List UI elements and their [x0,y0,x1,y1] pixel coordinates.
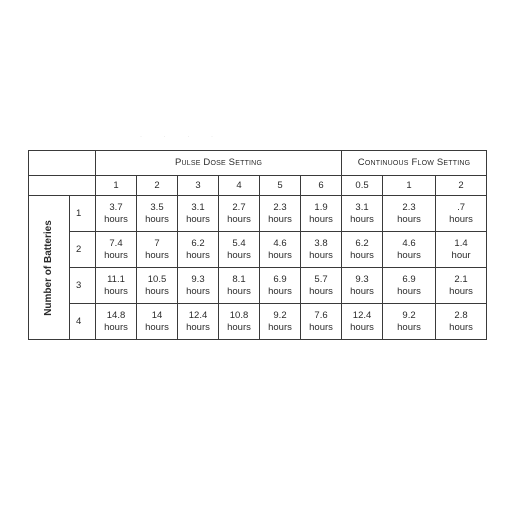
duration-value: 2.3 [402,202,416,214]
duration-unit: hours [104,321,128,333]
duration-unit: hours [350,285,374,297]
duration-value: 8.1 [232,274,246,286]
duration-value: 2.3 [273,202,287,214]
duration-cell [137,232,178,268]
duration-cell [137,196,178,232]
corner-cell [29,151,96,176]
duration-unit: hours [227,249,251,261]
duration-cell [436,232,487,268]
duration-unit: hours [186,321,210,333]
duration-unit: hours [186,285,210,297]
duration-cell [301,196,342,232]
table-row [29,232,487,268]
duration-cell [219,232,260,268]
duration-value: 5.7 [314,274,328,286]
duration-unit: hours [397,285,421,297]
duration-cell [96,196,137,232]
duration-cell [383,196,436,232]
duration-cell [342,232,383,268]
pulse-setting-3: 3 [178,176,219,196]
duration-unit: hours [397,213,421,225]
pulse-setting-2: 2 [137,176,178,196]
duration-cell [342,304,383,340]
duration-cell [96,232,137,268]
table-row [29,196,487,232]
pulse-dose-header: Pulse Dose Setting [96,151,342,176]
duration-unit: hours [104,285,128,297]
duration-unit: hours [145,213,169,225]
duration-value: 4.6 [273,238,287,250]
table-row [29,304,487,340]
duration-unit: hours [350,213,374,225]
duration-cell [301,268,342,304]
duration-value: 14 [151,310,163,322]
duration-value: 3.1 [191,202,205,214]
battery-count: 2 [70,232,96,268]
duration-unit: hour [451,249,471,261]
duration-value: 3.1 [355,202,369,214]
battery-count: 3 [70,268,96,304]
duration-cell [260,232,301,268]
battery-axis-cell [29,196,70,340]
duration-unit: hours [449,285,473,297]
duration-value: 5.4 [232,238,246,250]
continuous-setting-1: 1 [383,176,436,196]
duration-value: 7 [154,238,160,250]
duration-cell [219,304,260,340]
duration-unit: hours [309,321,333,333]
duration-cell [383,268,436,304]
duration-cell [178,232,219,268]
duration-unit: hours [268,321,292,333]
duration-cell [96,304,137,340]
duration-unit: hours [104,249,128,261]
duration-value: 3.5 [150,202,164,214]
duration-cell [436,196,487,232]
pulse-setting-5: 5 [260,176,301,196]
duration-value: 1.4 [454,238,468,250]
pulse-setting-6: 6 [301,176,342,196]
duration-value: 2.8 [454,310,468,322]
duration-value: 9.2 [402,310,416,322]
duration-value: 6.9 [273,274,287,286]
duration-cell [96,268,137,304]
battery-axis-label: Number of Batteries [43,219,54,316]
duration-unit: hours [145,321,169,333]
duration-cell [137,304,178,340]
duration-cell [301,232,342,268]
duration-cell [383,232,436,268]
duration-value: 9.3 [355,274,369,286]
duration-value: 2.1 [454,274,468,286]
duration-unit: hours [397,249,421,261]
duration-unit: hours [268,249,292,261]
duration-unit: hours [350,249,374,261]
duration-cell [301,304,342,340]
duration-cell [219,196,260,232]
duration-unit: hours [309,249,333,261]
duration-cell [219,268,260,304]
continuous-setting-2: 2 [436,176,487,196]
duration-value: .7 [457,202,465,214]
duration-unit: hours [186,213,210,225]
duration-cell [178,196,219,232]
duration-cell [260,268,301,304]
duration-value: 10.5 [147,274,167,286]
duration-value: 2.7 [232,202,246,214]
duration-unit: hours [227,213,251,225]
table-row [29,268,487,304]
duration-value: 11.1 [107,274,125,286]
duration-cell [137,268,178,304]
duration-value: 12.4 [188,310,208,322]
pulse-setting-4: 4 [219,176,260,196]
duration-unit: hours [145,249,169,261]
duration-cell [178,268,219,304]
duration-value: 4.6 [402,238,416,250]
duration-value: 3.7 [109,202,123,214]
duration-value: 7.6 [314,310,328,322]
duration-cell [342,268,383,304]
duration-unit: hours [309,285,333,297]
duration-unit: hours [227,321,251,333]
duration-unit: hours [309,213,333,225]
duration-cell [436,304,487,340]
duration-unit: hours [449,321,473,333]
duration-cell [342,196,383,232]
pulse-setting-1: 1 [96,176,137,196]
duration-unit: hours [145,285,169,297]
corner-cell-2 [29,176,96,196]
battery-duration-table [28,150,487,340]
continuous-setting-0-5: 0.5 [342,176,383,196]
duration-cell [436,268,487,304]
duration-value: 6.2 [191,238,205,250]
duration-value: 6.9 [402,274,416,286]
battery-count: 4 [70,304,96,340]
duration-unit: hours [449,213,473,225]
duration-cell [178,304,219,340]
duration-unit: hours [227,285,251,297]
continuous-flow-header: Continuous Flow Setting [342,151,487,176]
duration-unit: hours [268,285,292,297]
duration-value: 9.3 [191,274,205,286]
setting-number-row [29,176,487,196]
duration-unit: hours [397,321,421,333]
duration-value: 1.9 [314,202,328,214]
faint-marks: · · · · [140,134,223,140]
duration-value: 9.2 [273,310,287,322]
duration-value: 7.4 [109,238,123,250]
duration-unit: hours [104,213,128,225]
duration-value: 12.4 [352,310,372,322]
duration-value: 6.2 [355,238,369,250]
duration-value: 14.8 [106,310,126,322]
duration-value: 10.8 [229,310,249,322]
group-header-row [29,151,487,176]
duration-unit: hours [186,249,210,261]
duration-cell [383,304,436,340]
duration-unit: hours [268,213,292,225]
duration-value: 3.8 [314,238,328,250]
duration-cell [260,196,301,232]
duration-unit: hours [350,321,374,333]
battery-count: 1 [70,196,96,232]
duration-cell [260,304,301,340]
